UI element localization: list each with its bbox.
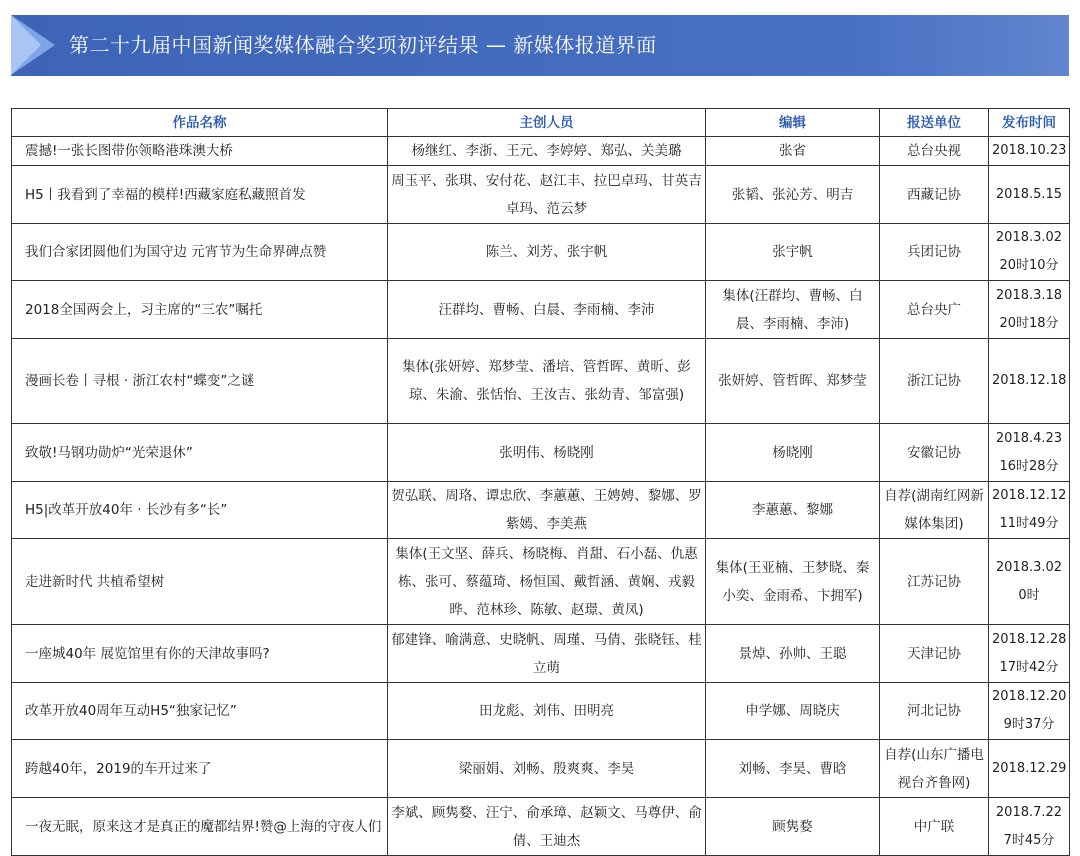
cell-unit: 西藏记协 xyxy=(880,166,989,224)
cell-name: 一座城40年 展览馆里有你的天津故事吗? xyxy=(12,625,388,683)
table-body xyxy=(12,137,1070,856)
cell-date: 2018.12.20 9时37分 xyxy=(989,683,1070,740)
cell-editors: 张省 xyxy=(706,137,880,166)
table-row xyxy=(12,482,1070,539)
table-row xyxy=(12,166,1070,224)
table-row xyxy=(12,137,1070,166)
header-creators: 主创人员 xyxy=(388,109,706,137)
cell-date: 2018.7.22 7时45分 xyxy=(989,798,1070,856)
cell-editors: 景焯、孙帅、王聪 xyxy=(706,625,880,683)
table-row xyxy=(12,683,1070,740)
cell-unit: 兵团记协 xyxy=(880,224,989,281)
cell-name: 我们合家团圆他们为国守边 元宵节为生命界碑点赞 xyxy=(12,224,388,281)
cell-editors: 集体(王亚楠、王梦晓、秦小奕、金雨希、卞拥军) xyxy=(706,539,880,625)
table-row xyxy=(12,339,1070,424)
cell-date: 2018.3.02 20时10分 xyxy=(989,224,1070,281)
header-date: 发布时间 xyxy=(989,109,1070,137)
table-header-row xyxy=(12,109,1070,137)
cell-creators: 汪群均、曹畅、白晨、李雨楠、李沛 xyxy=(388,281,706,339)
cell-date: 2018.4.23 16时28分 xyxy=(989,424,1070,482)
cell-creators: 陈兰、刘芳、张宇帆 xyxy=(388,224,706,281)
cell-date: 2018.3.02 0时 xyxy=(989,539,1070,625)
table-row xyxy=(12,798,1070,856)
cell-creators: 李斌、顾隽婺、汪宁、俞承璋、赵颖文、马尊伊、俞倩、王迪杰 xyxy=(388,798,706,856)
cell-unit: 安徽记协 xyxy=(880,424,989,482)
cell-name: 改革开放40周年互动H5“独家记忆” xyxy=(12,683,388,740)
cell-editors: 申学娜、周晓庆 xyxy=(706,683,880,740)
cell-editors: 集体(汪群均、曹畅、白晨、李雨楠、李沛) xyxy=(706,281,880,339)
cell-name: 2018全国两会上，习主席的“三农”嘱托 xyxy=(12,281,388,339)
cell-unit: 自荐(湖南红网新媒体集团) xyxy=(880,482,989,539)
cell-name: H5丨我看到了幸福的模样!西藏家庭私藏照首发 xyxy=(12,166,388,224)
cell-creators: 杨继红、李浙、王元、李婷婷、郑弘、关美璐 xyxy=(388,137,706,166)
cell-editors: 刘畅、李昊、曹晗 xyxy=(706,740,880,798)
page-title: 第二十九届中国新闻奖媒体融合奖项初评结果 — 新媒体报道界面 xyxy=(69,33,657,57)
cell-unit: 浙江记协 xyxy=(880,339,989,424)
cell-date: 2018.10.23 xyxy=(989,137,1070,166)
cell-name: 漫画长卷丨寻根 · 浙江农村“蝶变”之谜 xyxy=(12,339,388,424)
cell-unit: 自荐(山东广播电视台齐鲁网) xyxy=(880,740,989,798)
cell-unit: 总台央视 xyxy=(880,137,989,166)
cell-creators: 田龙彪、刘伟、田明亮 xyxy=(388,683,706,740)
cell-editors: 张妍婷、管哲晖、郑梦莹 xyxy=(706,339,880,424)
cell-name: 一夜无眠，原来这才是真正的魔都结界!赞@上海的守夜人们 xyxy=(12,798,388,856)
header-editors: 编辑 xyxy=(706,109,880,137)
cell-creators: 张明伟、杨晓刚 xyxy=(388,424,706,482)
table-row xyxy=(12,424,1070,482)
cell-date: 2018.12.12 11时49分 xyxy=(989,482,1070,539)
cell-creators: 贺弘联、周珞、谭忠欣、李蕙蕙、王娉娉、黎娜、罗紫嫣、李美燕 xyxy=(388,482,706,539)
cell-editors: 张韬、张沁芳、明吉 xyxy=(706,166,880,224)
cell-date: 2018.12.18 xyxy=(989,339,1070,424)
table-row xyxy=(12,281,1070,339)
cell-date: 2018.5.15 xyxy=(989,166,1070,224)
results-table xyxy=(11,108,1070,856)
cell-date: 2018.12.29 xyxy=(989,740,1070,798)
cell-name: 震撼!一张长图带你领略港珠澳大桥 xyxy=(12,137,388,166)
header-unit: 报送单位 xyxy=(880,109,989,137)
cell-creators: 郁建锋、喻满意、史晓帆、周瑾、马倩、张晓钰、桂立萌 xyxy=(388,625,706,683)
cell-date: 2018.3.18 20时18分 xyxy=(989,281,1070,339)
cell-name: 跨越40年，2019的车开过来了 xyxy=(12,740,388,798)
title-banner xyxy=(11,15,1069,76)
cell-unit: 中广联 xyxy=(880,798,989,856)
cell-unit: 江苏记协 xyxy=(880,539,989,625)
table-row xyxy=(12,224,1070,281)
cell-creators: 集体(张妍婷、郑梦莹、潘培、管哲晖、黄昕、彭琼、朱渝、张恬怡、王汝吉、张幼青、邹富强) xyxy=(388,339,706,424)
cell-date: 2018.12.28 17时42分 xyxy=(989,625,1070,683)
cell-editors: 顾隽婺 xyxy=(706,798,880,856)
cell-name: H5|改革开放40年 · 长沙有多“长” xyxy=(12,482,388,539)
cell-name: 走进新时代 共植希望树 xyxy=(12,539,388,625)
cell-unit: 总台央广 xyxy=(880,281,989,339)
cell-unit: 天津记协 xyxy=(880,625,989,683)
cell-creators: 梁丽娟、刘畅、殷爽爽、李昊 xyxy=(388,740,706,798)
cell-creators: 集体(王文坚、薛兵、杨晓梅、肖甜、石小磊、仇惠栋、张可、蔡蕴琦、杨恒国、戴哲涵、黄娴、戎毅晔、范林珍、陈敏、赵璟、黄凤) xyxy=(388,539,706,625)
cell-unit: 河北记协 xyxy=(880,683,989,740)
banner-arrow-highlight-icon xyxy=(11,15,41,75)
table-row xyxy=(12,740,1070,798)
header-name: 作品名称 xyxy=(12,109,388,137)
cell-editors: 张宇帆 xyxy=(706,224,880,281)
cell-editors: 李蕙蕙、黎娜 xyxy=(706,482,880,539)
table-row xyxy=(12,539,1070,625)
table-row xyxy=(12,625,1070,683)
cell-editors: 杨晓刚 xyxy=(706,424,880,482)
cell-creators: 周玉平、张琪、安付花、赵江丰、拉巴卓玛、甘英吉卓玛、范云梦 xyxy=(388,166,706,224)
cell-name: 致敬!马钢功勋炉“光荣退休” xyxy=(12,424,388,482)
